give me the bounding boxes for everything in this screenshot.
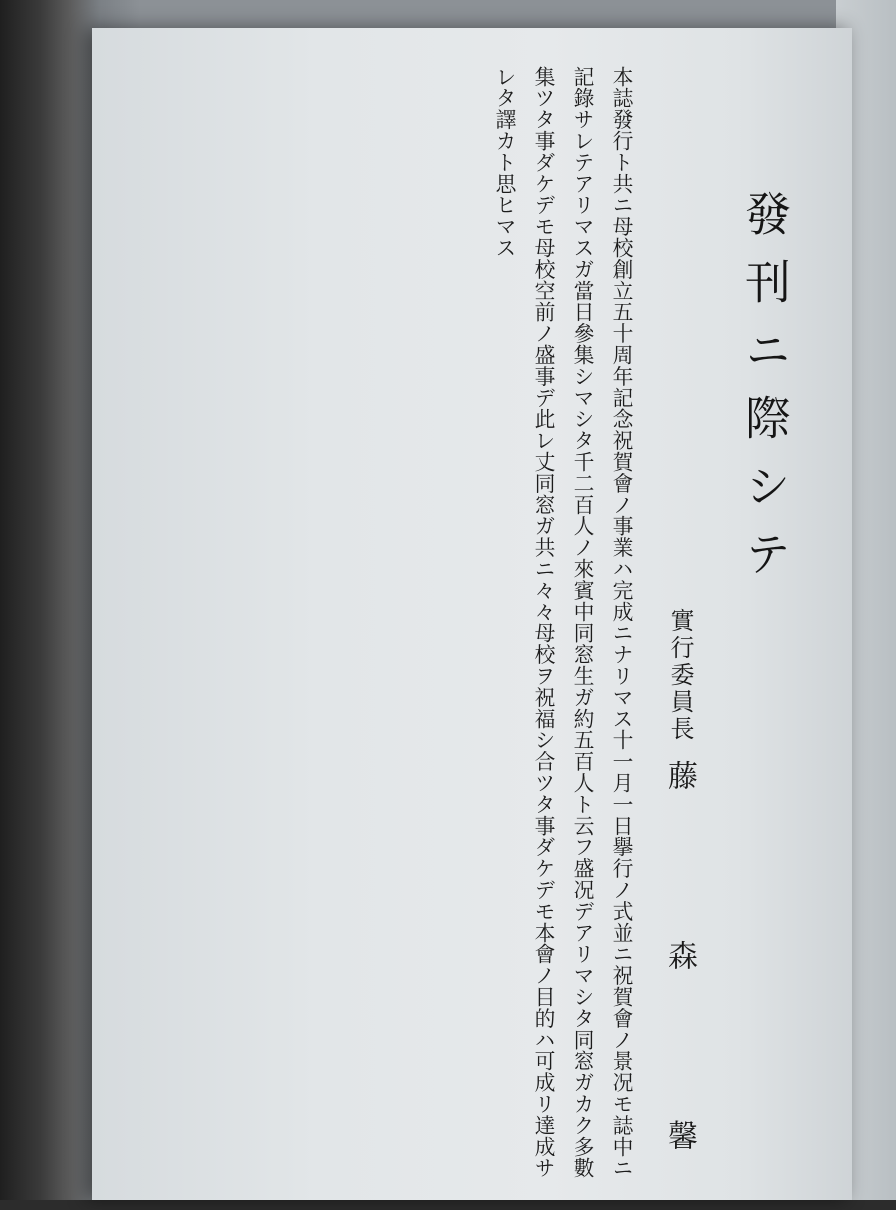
page-title: 發刊ニ際シテ xyxy=(738,190,792,598)
author-name: 藤 森 馨 xyxy=(662,760,697,1210)
author-role: 實行委員長 xyxy=(666,608,694,743)
body-text xyxy=(100,66,640,1186)
paragraph: 本誌發行ト共ニ母校創立五十周年記念祝賀會ノ事業ハ完成ニナリマス十一月一日擧行ノ式並ニ祝賀會ノ景况モ誌中ニ記錄サレテアリマスガ當日參集シマシタ千二百人ノ來賓中同窓生ガ約五百人ト云フ盛况デアリマシタ同窓ガカク多數集ツタ事ダケデモ母校空前ノ盛事デ此レ丈同窓ガ共ニ々々母校ヲ祝福シ合ツタ事ダケデモ本會ノ目的ハ可成リ達成サレタ譯カト思ヒマス xyxy=(492,66,633,1179)
